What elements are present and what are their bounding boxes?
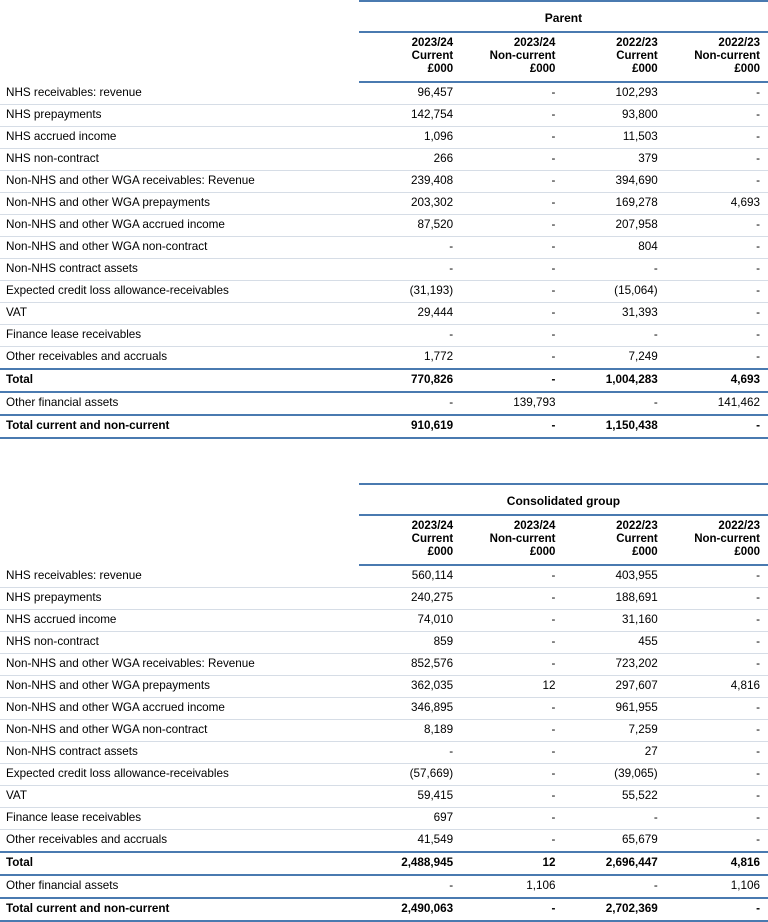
row-value: - [461,898,563,921]
row-value: 93,800 [563,105,665,127]
row-value: 403,955 [563,565,665,588]
row-value: - [461,764,563,786]
row-value: 41,549 [359,830,461,853]
row-value: - [666,237,768,259]
column-header-line: £000 [427,546,454,558]
table-row [0,742,768,764]
row-value: - [666,808,768,830]
row-value: 12 [461,676,563,698]
row-value: - [666,898,768,921]
row-value: 141,462 [666,392,768,415]
row-label: Non-NHS and other WGA non-contract [0,720,359,742]
table-row [0,237,768,259]
row-label: Other receivables and accruals [0,830,359,853]
row-value: 394,690 [563,171,665,193]
column-header [563,32,665,82]
table-row [0,764,768,786]
row-value: 240,275 [359,588,461,610]
row-value: - [666,171,768,193]
row-value: 1,772 [359,347,461,370]
column-header-line: 2023/24 [411,520,454,532]
row-value: - [461,82,563,105]
row-value: 29,444 [359,303,461,325]
row-value: - [563,392,665,415]
row-value: 723,202 [563,654,665,676]
row-label: Non-NHS and other WGA accrued income [0,215,359,237]
table-row [0,610,768,632]
row-value: 207,958 [563,215,665,237]
row-value: 455 [563,632,665,654]
table-row [0,171,768,193]
table-row [0,303,768,325]
row-value: - [666,105,768,127]
row-value: - [461,588,563,610]
row-value: - [666,281,768,303]
table-row [0,259,768,281]
row-value: - [666,764,768,786]
table-row [0,676,768,698]
row-label: NHS non-contract [0,149,359,171]
column-header [461,32,563,82]
row-value: 4,693 [666,369,768,392]
row-value: - [461,281,563,303]
table-row [0,415,768,438]
row-label: Non-NHS and other WGA non-contract [0,237,359,259]
column-header-row [0,32,768,82]
row-value: 102,293 [563,82,665,105]
row-label: NHS prepayments [0,105,359,127]
row-value: - [461,654,563,676]
row-value: - [563,875,665,898]
row-value: 1,004,283 [563,369,665,392]
column-header-line: 2023/24 [513,520,556,532]
row-value: 859 [359,632,461,654]
row-label: VAT [0,303,359,325]
row-value: - [359,259,461,281]
table-row [0,786,768,808]
column-header-line: Non-current [694,533,760,545]
row-value: - [666,325,768,347]
row-value: 55,522 [563,786,665,808]
row-value: - [461,325,563,347]
row-value: - [461,149,563,171]
table-row [0,720,768,742]
row-value: - [666,565,768,588]
row-value: - [461,610,563,632]
row-value: - [461,347,563,370]
table-row [0,565,768,588]
row-value: 4,693 [666,193,768,215]
row-value: 87,520 [359,215,461,237]
column-header-line: Non-current [489,533,556,545]
column-header [666,32,768,82]
table-row [0,898,768,921]
row-value: 2,702,369 [563,898,665,921]
row-value: - [563,808,665,830]
row-value: 96,457 [359,82,461,105]
row-value: 2,490,063 [359,898,461,921]
row-value: 4,816 [666,676,768,698]
row-value: - [461,127,563,149]
column-header-line: Current [411,50,454,62]
financial-table [0,483,768,922]
row-value: - [461,742,563,764]
row-label: Total [0,369,359,392]
row-value: (15,064) [563,281,665,303]
table-row [0,392,768,415]
row-value: - [666,786,768,808]
column-header [461,515,563,565]
group-title: Parent [359,6,768,32]
row-value: 4,816 [666,852,768,875]
row-value: - [359,875,461,898]
row-value: - [666,610,768,632]
row-label: Non-NHS contract assets [0,259,359,281]
row-value: 362,035 [359,676,461,698]
row-value: (39,065) [563,764,665,786]
row-value: - [666,82,768,105]
column-header-line: 2022/23 [718,37,760,49]
row-label: Non-NHS and other WGA accrued income [0,698,359,720]
financial-table [0,0,768,439]
table-row [0,215,768,237]
column-header-line: 2022/23 [616,520,658,532]
row-value: - [461,786,563,808]
row-label: Total [0,852,359,875]
row-value: - [359,237,461,259]
table-row [0,149,768,171]
table-row [0,82,768,105]
row-value: 297,607 [563,676,665,698]
table-row [0,588,768,610]
row-value: 1,106 [461,875,563,898]
table-row [0,325,768,347]
row-value: 266 [359,149,461,171]
group-title-row [0,6,768,32]
row-value: 59,415 [359,786,461,808]
column-header-line: Current [616,50,658,62]
row-value: 346,895 [359,698,461,720]
table-gap [0,439,768,483]
column-header [666,515,768,565]
row-value: (57,669) [359,764,461,786]
row-label: Non-NHS and other WGA prepayments [0,676,359,698]
row-value: - [461,303,563,325]
column-header-row [0,515,768,565]
row-value: - [359,742,461,764]
row-value: - [461,215,563,237]
column-header-line: £000 [734,546,760,558]
row-value: 770,826 [359,369,461,392]
row-label-header [0,32,359,82]
row-label: Total current and non-current [0,898,359,921]
table-row [0,698,768,720]
table-row [0,127,768,149]
row-value: - [461,808,563,830]
column-header-line: 2022/23 [616,37,658,49]
row-label: NHS accrued income [0,127,359,149]
column-header-line: 2023/24 [411,37,454,49]
table-row [0,369,768,392]
row-label: Non-NHS and other WGA prepayments [0,193,359,215]
row-value: 142,754 [359,105,461,127]
row-value: 139,793 [461,392,563,415]
row-label: Finance lease receivables [0,325,359,347]
row-label: NHS receivables: revenue [0,82,359,105]
table-row [0,105,768,127]
column-header-line: £000 [632,546,658,558]
table-row [0,808,768,830]
row-value: 31,393 [563,303,665,325]
row-value: - [666,698,768,720]
row-value: - [359,392,461,415]
row-value: 239,408 [359,171,461,193]
row-value: - [461,698,563,720]
row-label: Non-NHS contract assets [0,742,359,764]
row-label: Other financial assets [0,875,359,898]
row-value: - [666,215,768,237]
column-header [359,32,461,82]
row-value: 560,114 [359,565,461,588]
row-value: - [461,830,563,853]
row-value: - [461,720,563,742]
row-label: NHS prepayments [0,588,359,610]
row-label: NHS non-contract [0,632,359,654]
row-value: 8,189 [359,720,461,742]
spacer-cell [0,489,359,515]
row-value: - [461,105,563,127]
table-row [0,281,768,303]
row-value: 74,010 [359,610,461,632]
row-value: - [666,347,768,370]
column-header [359,515,461,565]
table-row [0,632,768,654]
row-value: - [666,149,768,171]
table-row [0,830,768,853]
row-value: - [666,415,768,438]
row-value: - [666,588,768,610]
row-value: 31,160 [563,610,665,632]
row-label: Finance lease receivables [0,808,359,830]
table-row [0,193,768,215]
row-value: 2,696,447 [563,852,665,875]
row-label: NHS accrued income [0,610,359,632]
row-value: 961,955 [563,698,665,720]
row-value: 203,302 [359,193,461,215]
row-label: Other financial assets [0,392,359,415]
row-value: - [666,259,768,281]
column-header-line: Current [616,533,658,545]
row-value: - [666,720,768,742]
table-row [0,347,768,370]
row-value: 7,259 [563,720,665,742]
row-value: 910,619 [359,415,461,438]
group-title-row [0,489,768,515]
table-row [0,852,768,875]
column-header-line: £000 [734,63,760,75]
row-value: - [461,237,563,259]
row-value: (31,193) [359,281,461,303]
row-label: Expected credit loss allowance-receivables [0,281,359,303]
row-value: - [666,632,768,654]
row-value: 12 [461,852,563,875]
column-header-line: 2023/24 [513,37,556,49]
column-header-line: £000 [529,546,556,558]
table-row [0,654,768,676]
row-label: Non-NHS and other WGA receivables: Revenue [0,171,359,193]
row-value: 697 [359,808,461,830]
group-title: Consolidated group [359,489,768,515]
row-label: Other receivables and accruals [0,347,359,370]
row-label: VAT [0,786,359,808]
row-value: 65,679 [563,830,665,853]
row-value: - [666,303,768,325]
row-label-header [0,515,359,565]
row-value: - [461,632,563,654]
row-value: 11,503 [563,127,665,149]
table-row [0,875,768,898]
row-value: 379 [563,149,665,171]
row-value: 169,278 [563,193,665,215]
column-header-line: Non-current [694,50,760,62]
row-label: Non-NHS and other WGA receivables: Revenue [0,654,359,676]
row-label: NHS receivables: revenue [0,565,359,588]
column-header-line: Current [411,533,454,545]
spacer-cell [0,6,359,32]
row-value: 1,106 [666,875,768,898]
row-value: 852,576 [359,654,461,676]
row-value: - [563,325,665,347]
row-value: - [461,171,563,193]
row-value: - [461,415,563,438]
row-value: - [461,369,563,392]
row-label: Expected credit loss allowance-receivables [0,764,359,786]
row-label: Total current and non-current [0,415,359,438]
row-value: - [666,127,768,149]
row-value: 2,488,945 [359,852,461,875]
row-value: 27 [563,742,665,764]
row-value: 804 [563,237,665,259]
row-value: - [666,742,768,764]
column-header-line: 2022/23 [718,520,760,532]
column-header-line: £000 [632,63,658,75]
row-value: - [563,259,665,281]
column-header [563,515,665,565]
column-header-line: Non-current [489,50,556,62]
row-value: - [461,565,563,588]
row-value: - [666,654,768,676]
column-header-line: £000 [529,63,556,75]
row-value: 1,096 [359,127,461,149]
row-value: - [666,830,768,853]
column-header-line: £000 [427,63,454,75]
row-value: - [359,325,461,347]
row-value: 188,691 [563,588,665,610]
row-value: - [461,259,563,281]
row-value: 1,150,438 [563,415,665,438]
row-value: 7,249 [563,347,665,370]
row-value: - [461,193,563,215]
